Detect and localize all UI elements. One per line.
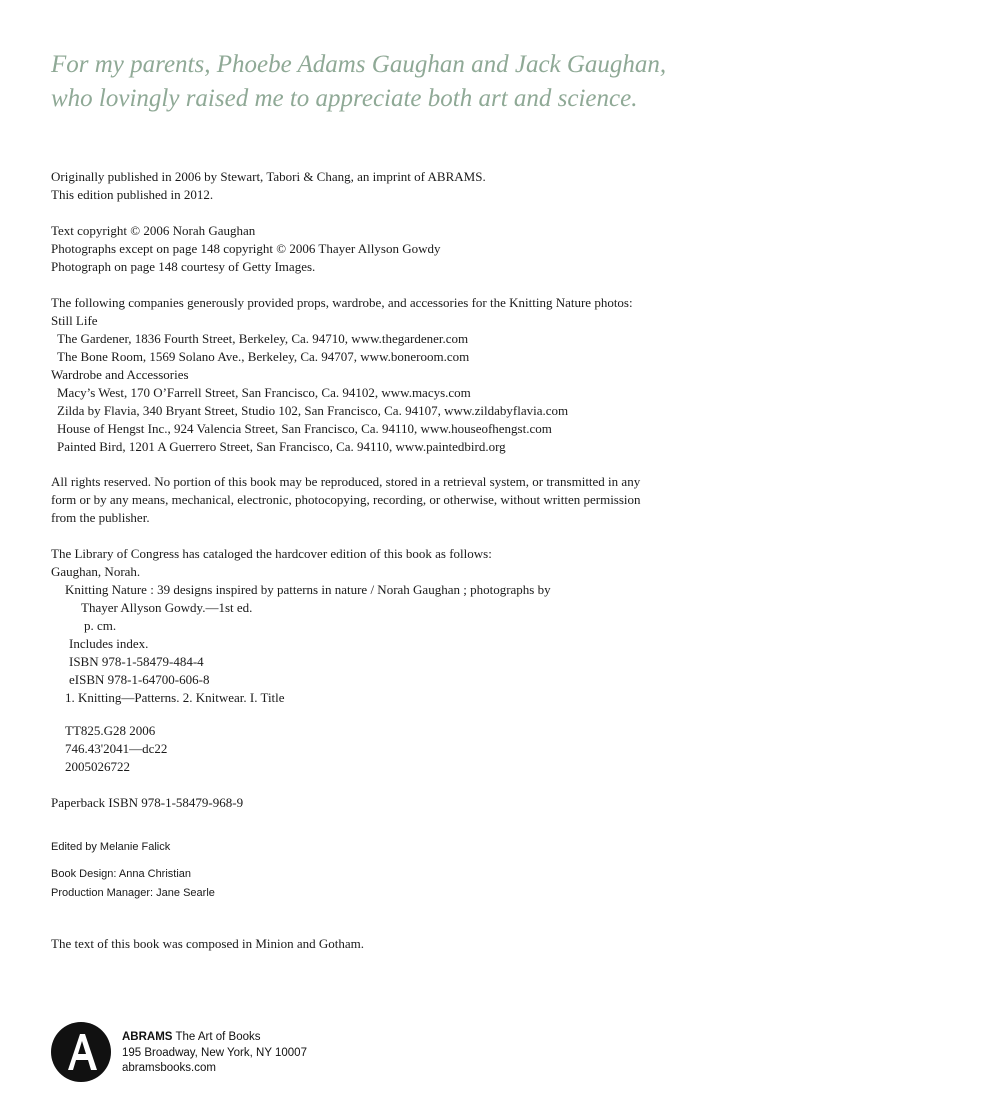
abrams-a-logo-icon <box>51 1022 111 1082</box>
paperback-isbn-text: Paperback ISBN 978-1-58479-968-9 <box>51 795 244 810</box>
photo-credit: Photograph on page 148 courtesy of Getty Images. <box>51 259 316 274</box>
production-text: Production Manager: Jane Searle <box>51 886 215 899</box>
props-credits <box>51 294 633 456</box>
design-credits <box>51 865 215 902</box>
cip-eisbn: eISBN 978-1-64700-606-8 <box>69 672 210 687</box>
publication-note <box>51 168 486 204</box>
design-text: Book Design: Anna Christian <box>51 868 192 880</box>
credit-entry: The Bone Room, 1569 Solano Ave., Berkeley, Ca. 94707, www.boneroom.com <box>57 349 470 364</box>
cip-author: Gaughan, Norah. <box>51 564 141 579</box>
credits-intro: The following companies generously provided props, wardrobe, and accessories for the Knitting Nature photos: <box>51 295 633 310</box>
publisher-website: abramsbooks.com <box>122 1062 216 1074</box>
cip-isbn: ISBN 978-1-58479-484-4 <box>69 654 204 669</box>
dedication-line: who lovingly raised me to appreciate both art and science. <box>51 85 638 112</box>
cip-ddc: 746.43'2041—dc22 <box>65 741 168 756</box>
still-life-heading: Still Life <box>51 313 98 328</box>
credit-entry: Painted Bird, 1201 A Guerrero Street, San Francisco, Ca. 94110, www.paintedbird.org <box>57 439 506 454</box>
publisher-tagline: The Art of Books <box>175 1031 261 1043</box>
publication-line: Originally published in 2006 by Stewart, Tabori & Chang, an imprint of ABRAMS. <box>51 169 486 184</box>
cip-title: Thayer Allyson Gowdy.—1st ed. <box>81 600 253 615</box>
typeface-text: The text of this book was composed in Minion and Gotham. <box>51 936 365 951</box>
photo-copyright: Photographs except on page 148 copyright © 2006 Thayer Allyson Gowdy <box>51 241 441 256</box>
cip-title: Knitting Nature : 39 designs inspired by patterns in nature / Norah Gaughan ; photographs by <box>65 582 551 597</box>
credit-entry: Macy’s West, 170 O’Farrell Street, San Francisco, Ca. 94102, www.macys.com <box>57 385 471 400</box>
rights-line: from the publisher. <box>51 510 150 525</box>
typeface-note <box>51 935 364 953</box>
publisher-info <box>122 1030 307 1077</box>
editor-text: Edited by Melanie Falick <box>51 841 171 853</box>
cip-lccn: 2005026722 <box>65 759 130 774</box>
cip-subjects: 1. Knitting—Patterns. 2. Knitwear. I. Title <box>65 690 285 705</box>
cip-classification <box>51 722 167 776</box>
editor-credit <box>51 838 170 857</box>
publisher-imprint <box>51 1022 321 1084</box>
cip-lcc: TT825.G28 2006 <box>65 723 156 738</box>
wardrobe-heading: Wardrobe and Accessories <box>51 367 189 382</box>
paperback-isbn <box>51 794 243 812</box>
credit-entry: The Gardener, 1836 Fourth Street, Berkeley, Ca. 94710, www.thegardener.com <box>57 331 469 346</box>
cip-index: Includes index. <box>69 636 149 651</box>
cip-pcm: p. cm. <box>84 618 117 633</box>
cip-data <box>51 545 551 707</box>
copyright-block <box>51 222 440 276</box>
rights-line: form or by any means, mechanical, electronic, photocopying, recording, or otherwise, without written permission <box>51 492 641 507</box>
text-copyright: Text copyright © 2006 Norah Gaughan <box>51 223 256 238</box>
rights-statement <box>51 473 641 527</box>
credit-entry: House of Hengst Inc., 924 Valencia Street, San Francisco, Ca. 94110, www.houseofhengst.com <box>57 421 552 436</box>
rights-line: All rights reserved. No portion of this book may be reproduced, stored in a retrieval system, or transmitted in any <box>51 474 641 489</box>
cip-intro: The Library of Congress has cataloged the hardcover edition of this book as follows: <box>51 546 492 561</box>
publisher-brand: ABRAMS <box>122 1031 173 1043</box>
publication-line: This edition published in 2012. <box>51 187 214 202</box>
dedication-line: For my parents, Phoebe Adams Gaughan and Jack Gaughan, <box>51 51 667 78</box>
publisher-brand-line <box>122 1030 307 1046</box>
publisher-address: 195 Broadway, New York, NY 10007 <box>122 1046 307 1059</box>
dedication <box>51 48 666 116</box>
credit-entry: Zilda by Flavia, 340 Bryant Street, Studio 102, San Francisco, Ca. 94107, www.zildabyflavia.com <box>57 403 569 418</box>
